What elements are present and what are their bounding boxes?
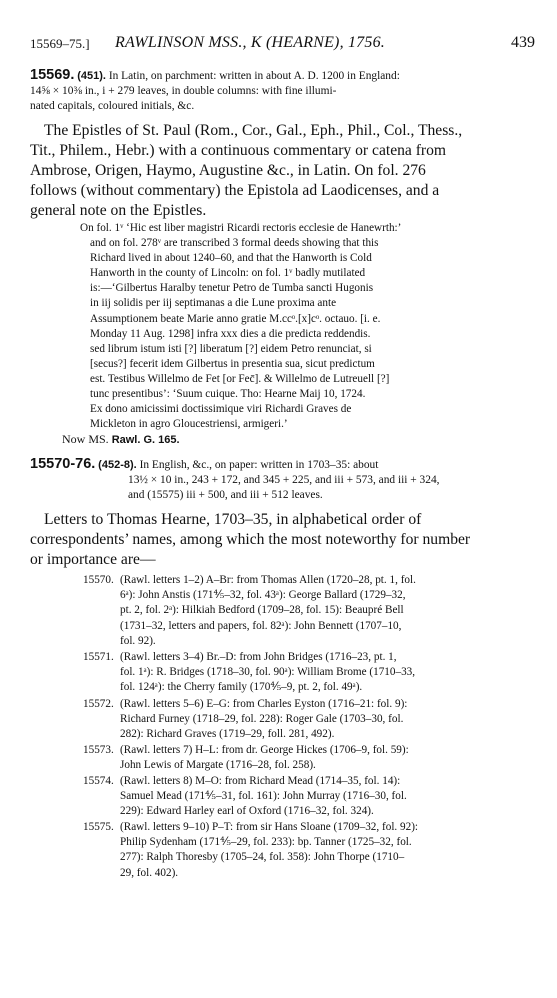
- note-line: Monday 11 Aug. 1298] infra xxx dies a die predicta reddendis.: [90, 327, 371, 340]
- letter-entry-15574: [83, 774, 529, 820]
- head-text: In Latin, on parchment: written in about A. D. 1200 in England:: [108, 70, 400, 82]
- running-head-range: 15569–75.]: [30, 36, 90, 51]
- note-line: sed librum istum isti [?] liberatum [?] eidem Petro renunciat, si: [90, 342, 372, 355]
- note-line: tunc presentibus’: ‘Suum cuique. Tho: Hearne Maij 10, 1724.: [90, 388, 366, 401]
- note-line: Hanworth in the county of Lincoln: on fol. 1ᵛ badly mutilated: [90, 267, 366, 280]
- letter-line: (Rawl. letters 3–4) Br.–D: from John Bridges (1716–23, pt. 1,: [120, 651, 397, 663]
- desc-line: Tit., Philem., Hebr.) with a continuous commentary or catena from: [30, 142, 447, 159]
- letter-line: fol. 1ᵃ): R. Bridges (1718–30, fol. 90ᵃ): William Brome (1710–33,: [120, 666, 416, 679]
- letter-number: 15574.: [83, 775, 114, 787]
- entry-15569-note: [80, 221, 530, 432]
- letter-line: Philip Sydenham (171⅘–29, fol. 233): bp. Tanner (1725–32, fol.: [120, 836, 412, 849]
- entry-15569-description: [30, 121, 530, 221]
- letter-line: (Rawl. letters 5–6) E–G: from Charles Eyston (1716–21: fol. 9):: [120, 698, 408, 710]
- letter-entry-15570: [83, 573, 529, 649]
- entry-15569-head-line1: [30, 68, 530, 84]
- note-line: Richard lived in about 1240–60, and that the Hanworth is Cold: [90, 252, 372, 265]
- note-line: On fol. 1ᵛ ‘Hic est liber magistri Ricardi rectoris ecclesie de Hanewrth:’: [80, 222, 402, 234]
- letter-number: 15571.: [83, 651, 114, 663]
- note-line: [secus?] fecerit idem Gilbertus in presentia sua, sicut predictum: [90, 357, 375, 370]
- letter-line: 282): Richard Graves (1719–29, foll. 281, 492).: [120, 728, 335, 741]
- note-line: Assumptionem beate Marie anno gratie M.ccᵒ.[x]cᵒ. octauo. [i. e.: [90, 312, 381, 325]
- entry-15570-description: [30, 510, 530, 570]
- entry-15570-header: [30, 457, 530, 503]
- note-line: Mickleton in agro Gloucestriensi, armigeri.’: [90, 418, 288, 431]
- letter-line: fol. 92).: [120, 634, 156, 647]
- entry-15570-head-line3: and (15575) iii + 500, and iii + 512 leaves.: [128, 489, 323, 501]
- note-line: and on fol. 278ᵛ are transcribed 3 formal deeds showing that this: [90, 237, 379, 250]
- note-line: is:—‘Gilbertus Haralby tenetur Petro de Tumba sancti Hugonis: [90, 282, 374, 295]
- desc-line: or importance are—: [30, 551, 156, 568]
- letter-line: 277): Ralph Thoresby (1705–24, fol. 358): John Thorpe (1710–: [120, 851, 405, 864]
- letter-line: John Lewis of Margate (1716–28, fol. 258).: [120, 759, 316, 772]
- entry-15569-header: [30, 68, 530, 114]
- desc-line: Letters to Thomas Hearne, 1703–35, in alphabetical order of: [44, 511, 422, 528]
- head-text: In English, &c., on paper: written in 1703–35: about: [139, 459, 379, 471]
- desc-line: The Epistles of St. Paul (Rom., Cor., Gal., Eph., Phil., Col., Thess.,: [44, 122, 463, 139]
- entry-number: 15569.: [30, 67, 75, 83]
- letter-number: 15572.: [83, 698, 114, 710]
- running-head-title: RAWLINSON MSS., K (HEARNE), 1756.: [115, 34, 385, 51]
- letter-line: 29, fol. 402).: [120, 866, 179, 879]
- letter-line: Richard Furney (1718–29, fol. 228): Roger Gale (1703–30, fol.: [120, 713, 404, 726]
- letter-entry-15571: [83, 650, 529, 696]
- entry-number: 15570-76.: [30, 456, 96, 472]
- note-line: in iij solidis per iij septimanas a die Lune proxima ante: [90, 297, 337, 310]
- letter-number: 15570.: [83, 574, 114, 586]
- entry-15569-head-line3: nated capitals, coloured initials, &c.: [30, 100, 195, 112]
- now-ms-line: [62, 432, 180, 447]
- letter-number: 15573.: [83, 744, 114, 756]
- letter-line: (Rawl. letters 8) M–O: from Richard Mead (1714–35, fol. 14):: [120, 775, 401, 787]
- letter-line: Samuel Mead (171⅘–31, fol. 161): John Murray (1716–30, fol.: [120, 790, 407, 803]
- desc-line: correspondents’ names, among which the most noteworthy for number: [30, 531, 471, 548]
- letter-number: 15575.: [83, 821, 114, 833]
- letter-line: 6ᵃ): John Anstis (171⅘–32, fol. 43ᵃ): George Ballard (1729–32,: [120, 589, 406, 602]
- entry-15569-head-line2: 14⅝ × 10⅜ in., i + 279 leaves, in double columns: with fine illumi-: [30, 85, 337, 97]
- letter-line: pt. 2, fol. 2ᵃ): Hilkiah Bedford (1709–28, fol. 15): Beaupré Bell: [120, 604, 404, 617]
- letter-line: (Rawl. letters 7) H–L: from dr. George Hickes (1706–9, fol. 59):: [120, 744, 409, 756]
- desc-line: follows (without commentary) the Epistola ad Laodicenses, and a: [30, 182, 440, 199]
- entry-15570-head-line2: 13½ × 10 in., 243 + 172, and 345 + 225, and iii + 573, and iii + 324,: [128, 474, 440, 486]
- letter-line: (1731–32, letters and papers, fol. 82ᵃ): John Bennett (1707–10,: [120, 619, 402, 632]
- letter-line: 229): Edward Harley earl of Oxford (1716–32, fol. 324).: [120, 805, 374, 818]
- letter-line: (Rawl. letters 1–2) A–Br: from Thomas Allen (1720–28, pt. 1, fol.: [120, 574, 416, 586]
- letter-entry-15575: [83, 820, 529, 881]
- letter-line: (Rawl. letters 9–10) P–T: from sir Hans Sloane (1709–32, fol. 92):: [120, 821, 419, 833]
- desc-line: Ambrose, Origen, Haymo, Augustine &c., in Latin. On fol. 276: [30, 162, 426, 179]
- letter-entry-15573: [83, 743, 529, 773]
- now-ms-shelfmark: Rawl. G. 165.: [111, 434, 180, 446]
- note-line: Ex dono amicissimi doctissimique viri Richardi Graves de: [90, 403, 352, 416]
- running-head: [30, 34, 535, 56]
- note-line: est. Testibus Willelmo de Fet [or Fec̄]. & Willelmo de Lutreuell [?]: [90, 372, 390, 385]
- desc-line: general note on the Epistles.: [30, 202, 207, 219]
- old-number: (451).: [77, 70, 106, 82]
- letter-line: fol. 124ᵃ): the Cherry family (170⅘–9, pt. 2, fol. 49ᵃ).: [120, 681, 363, 694]
- old-number: (452-8).: [98, 459, 137, 471]
- letter-entry-15572: [83, 697, 529, 743]
- entry-15570-head-line1: [30, 457, 530, 473]
- now-ms-prefix: Now MS.: [62, 432, 109, 446]
- page-number: 439: [511, 34, 535, 51]
